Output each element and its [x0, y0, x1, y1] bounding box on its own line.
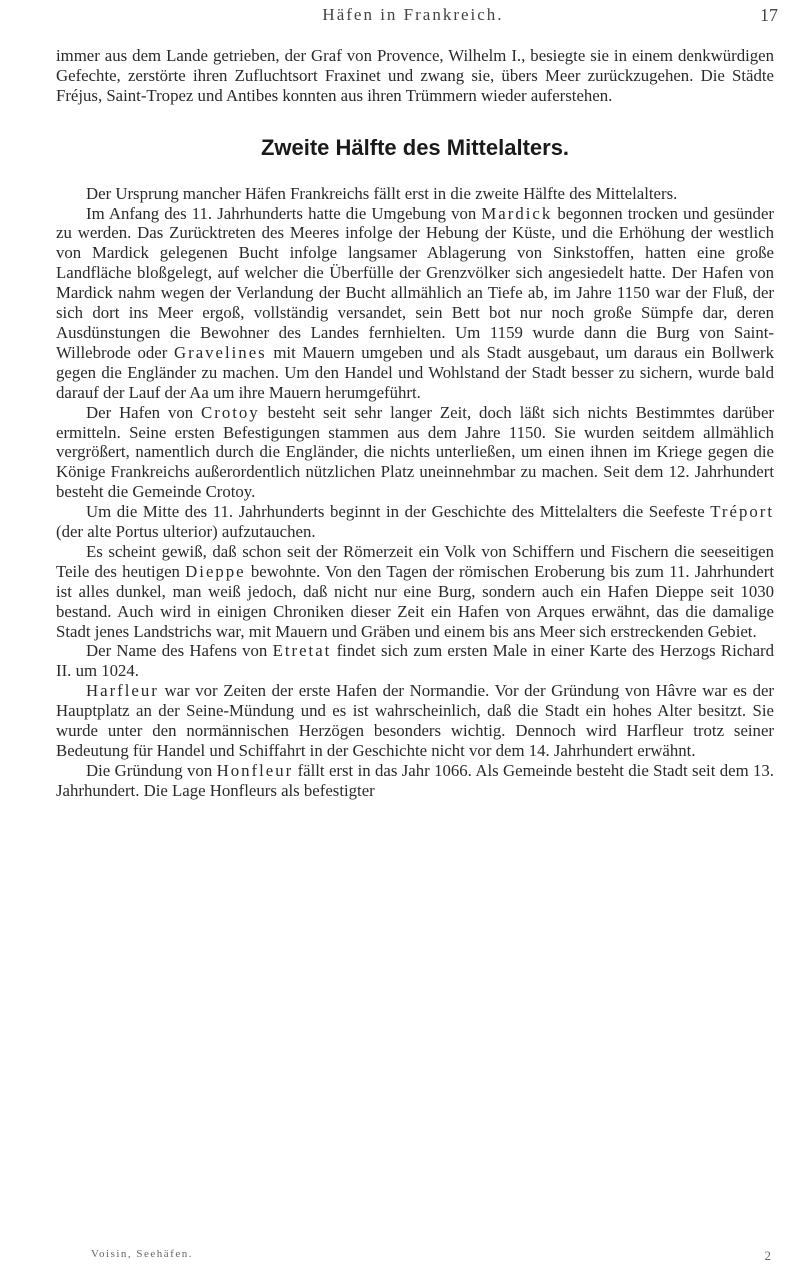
text-run: findet sich zum ersten Male in einer Karte des Herzogs Richard II. um 1024. [56, 641, 774, 681]
text-run: fällt erst in das Jahr 1066. Als Gemeinde besteht die Stadt seit dem 13. Jahrhundert. Die Lage Honfleurs als befestigter [56, 760, 774, 800]
text-run: Es scheint gewiß, daß schon seit der Römerzeit ein Volk von Schiffern und Fischern die seeseitigen Teile des heutigen [56, 541, 774, 581]
text-run: bewohnte. Von den Tagen der römischen Eroberung bis zum 11. Jahrhundert ist alles dunkel, man weiß jedoch, daß nicht nur eine Burg, sondern auch ein Hafen Dieppe seit 1030 bestand. Auch wird in einigen Chroniken dieser Zeit ein Hafen von Arques erwähnt, das die damalige Stadt jenes Landstrichs war, mit Mauern und Gräben und einem bis ans Meer sich erstreckenden Gebiet. [56, 561, 775, 641]
place-name: Dieppe [185, 561, 246, 581]
place-name: Mardick [481, 203, 553, 223]
signature-mark: Voisin, Seehäfen. [91, 1248, 193, 1260]
paragraph [56, 403, 774, 503]
running-title: Häfen in Frankreich. [322, 5, 504, 24]
text-run: war vor Zeiten der erste Hafen der Normandie. Vor der Gründung von Hâvre war es der Hauptplatz an der Seine-Mündung und es ist wahrscheinlich, daß die Stadt ein hohes Alter besitzt. Sie wurde unter den normännischen Herzögen besonders wichtig. Dennoch wird Harfleur trotz seiner Bedeutung für Handel und Schiffahrt in der Geschichte nicht vor dem 14. Jahrhundert erwähnt. [56, 681, 774, 760]
paragraph [56, 502, 774, 542]
paragraph [56, 542, 774, 642]
body-text [56, 46, 774, 801]
text-run: Der Hafen von [86, 402, 202, 422]
page-footer [91, 1248, 771, 1264]
place-name: Etretat [272, 641, 332, 661]
text-run: mit Mauern umgeben und als Stadt ausgebaut, um daraus ein Bollwerk gegen die Engländer zu machen. Um den Handel und Wohlstand der Stadt besser zu sichern, wurde bald darauf der Lauf der Aa um ihre Mauern herumgeführt. [56, 342, 774, 402]
paragraph [56, 641, 774, 681]
place-name: Gravelines [173, 342, 267, 362]
paragraph [56, 761, 774, 801]
text-run: Um die Mitte des 11. Jahrhunderts beginnt in der Geschichte des Mittelalters die Seefeste [86, 502, 711, 522]
text-run: Der Name des Hafens von [86, 641, 273, 661]
text-run: begonnen trocken und gesünder zu werden. Das Zurücktreten des Meeres infolge der Hebung der Küste, und die Erhöhung der westlich von Mardick gelegenen Bucht infolge langsamer Ablagerung von Sinkstoffen, hatten eine große Landfläche bloßgelegt, auf welcher die Überfülle der Grenzvölker sich angesiedelt hatte. Der Hafen von Mardick nahm wegen der Verlandung der Bucht allmählich an Tiefe ab, im Jahre 1150 war der Fluß, der sich dort ins Meer ergoß, vollständig versandet, sein Bett bot nur noch große Sümpfe dar, deren Ausdünstungen die Bewohner des Landes fernhielten. Um 1159 wurde dann die Burg von Saint-Willebrode oder [56, 203, 774, 362]
paragraph [56, 681, 774, 761]
text-run: (der alte Portus ulterior) aufzutauchen. [56, 522, 316, 542]
place-name: Honfleur [216, 760, 294, 780]
section-heading: Zweite Hälfte des Mittelalters. [260, 134, 570, 160]
page-number: 17 [760, 5, 778, 25]
running-head [48, 5, 778, 29]
paragraph: immer aus dem Lande getrieben, der Graf von Provence, Wilhelm I., besiegte sie in einem denkwürdigen Gefechte, zerstörte ihren Zufluchtsort Fraxinet und zwang sie, übers Meer zurückzugehen. Die Städte Fréjus, Saint-Tropez und Antibes konnten aus ihren Trümmern wieder auferstehen. [56, 46, 774, 105]
paragraph [56, 204, 774, 403]
sheet-number: 2 [764, 1248, 771, 1263]
text-run: Die Gründung von [86, 760, 217, 780]
text-run: Im Anfang des 11. Jahrhunderts hatte die Umgebung von [86, 203, 482, 223]
paragraph: Der Ursprung mancher Häfen Frankreichs fällt erst in die zweite Hälfte des Mittelalters. [86, 183, 678, 203]
place-name: Harfleur [86, 681, 159, 701]
place-name: Crotoy [201, 402, 260, 422]
text-run: besteht seit sehr langer Zeit, doch läßt sich nichts Bestimmtes darüber ermitteln. Seine ersten Befestigungen stammen aus dem Jahre 1150. Sie wurden seitdem allmählich vergrößert, namentlich durch die Engländer, die nichts unterließen, um einen ihnen im Kriege gegen die Könige Frankreichs außerordentlich nützlichen Platz uneinnehmbar zu machen. Seit dem 12. Jahrhundert besteht die Gemeinde Crotoy. [56, 402, 774, 502]
place-name: Tréport [710, 502, 774, 522]
